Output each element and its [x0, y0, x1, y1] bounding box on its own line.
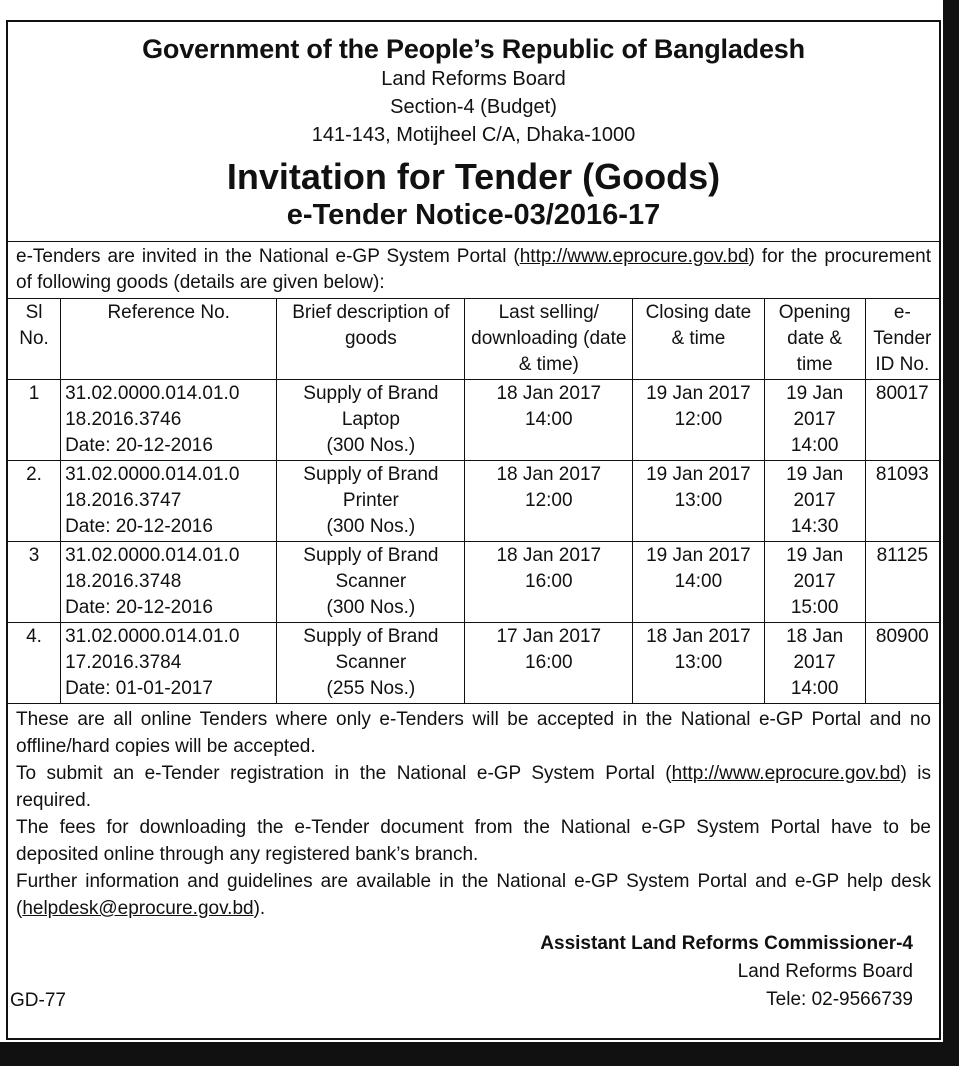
cell-sl: 3: [8, 542, 61, 623]
signature-block: [8, 930, 939, 1014]
description-quantity: (300 Nos.): [326, 597, 416, 618]
closing-time: 13:00: [674, 652, 723, 673]
cell-closing: [633, 461, 764, 542]
closing-date: 18 Jan 2017: [646, 626, 751, 647]
last-selling-time: 12:00: [525, 490, 573, 511]
opening-day: 18 Jan: [786, 626, 844, 647]
description-line: Scanner: [335, 652, 407, 673]
closing-date: 19 Jan 2017: [646, 383, 751, 404]
last-selling-date: 18 Jan 2017: [496, 383, 602, 404]
cell-reference: [61, 380, 277, 461]
reference-line: 18.2016.3748: [65, 571, 182, 592]
table-row: [8, 380, 939, 461]
cell-opening: [764, 380, 865, 461]
closing-time: 13:00: [674, 490, 723, 511]
frame-shadow-bottom: [0, 1042, 959, 1066]
reference-line: 31.02.0000.014.01.0: [65, 383, 240, 404]
note-registration-before: To submit an e-Tender registration in the National e-GP System Portal (: [16, 763, 672, 784]
frame-shadow-right: [943, 0, 959, 1048]
notice-title: Invitation for Tender (Goods): [226, 156, 721, 197]
reference-date: Date: 20-12-2016: [65, 435, 213, 456]
note-registration-after: ) is required.: [16, 763, 931, 811]
cell-tender-id: 81125: [865, 542, 939, 623]
cell-sl: 1: [8, 380, 61, 461]
notice-number: e-Tender Notice-03/2016-17: [286, 199, 661, 231]
note-online-only: These are all online Tenders where only e-Tenders will be accepted in the National e-GP Portal and no offline/hard copies will be accepted.: [16, 709, 931, 757]
cell-reference: [61, 542, 277, 623]
header-tender-id: e-Tender ID No.: [865, 299, 939, 380]
cell-description: [277, 542, 465, 623]
cell-opening: [764, 623, 865, 704]
description-quantity: (300 Nos.): [326, 516, 416, 537]
cell-opening: [764, 542, 865, 623]
opening-year: 2017: [793, 652, 836, 673]
reference-date: Date: 01-01-2017: [65, 678, 213, 699]
reference-line: 18.2016.3747: [65, 490, 182, 511]
signatory-board: Land Reforms Board: [737, 961, 913, 982]
cell-description: [277, 380, 465, 461]
header-reference: Reference No.: [61, 299, 277, 380]
intro-text-after: ) for the procurement of following goods (details are given below):: [16, 246, 931, 293]
cell-closing: [633, 623, 764, 704]
reference-line: 31.02.0000.014.01.0: [65, 626, 240, 647]
opening-time: 14:00: [790, 435, 839, 456]
reference-line: 17.2016.3784: [65, 652, 182, 673]
last-selling-time: 14:00: [525, 409, 573, 430]
tender-notice: [6, 20, 941, 1040]
portal-link[interactable]: http://www.eprocure.gov.bd: [519, 246, 749, 267]
cell-last-selling: [465, 380, 633, 461]
cell-last-selling: [465, 461, 633, 542]
cell-description: [277, 461, 465, 542]
board-name: Land Reforms Board: [381, 68, 566, 90]
opening-year: 2017: [793, 571, 836, 592]
closing-date: 19 Jan 2017: [646, 464, 751, 485]
header-sl: Sl No.: [8, 299, 61, 380]
cell-reference: [61, 461, 277, 542]
opening-time: 14:00: [790, 678, 839, 699]
note-helpdesk-after: ).: [253, 898, 266, 919]
last-selling-date: 18 Jan 2017: [496, 464, 602, 485]
table-row: [8, 461, 939, 542]
cell-sl: 4.: [8, 623, 61, 704]
cell-sl: 2.: [8, 461, 61, 542]
note-helpdesk-before: Further information and guidelines are available in the National e-GP System Portal and e-GP help desk (: [16, 871, 931, 919]
table-row: [8, 542, 939, 623]
opening-time: 15:00: [790, 597, 839, 618]
helpdesk-email-link[interactable]: helpdesk@eprocure.gov.bd: [22, 898, 254, 919]
opening-day: 19 Jan: [786, 545, 844, 566]
signatory-phone: Tele: 02-9566739: [766, 989, 913, 1010]
cell-closing: [633, 380, 764, 461]
cell-description: [277, 623, 465, 704]
note-registration: [16, 760, 931, 814]
intro-paragraph: [8, 241, 939, 298]
closing-time: 12:00: [674, 409, 723, 430]
closing-time: 14:00: [674, 571, 723, 592]
cell-tender-id: 81093: [865, 461, 939, 542]
last-selling-date: 18 Jan 2017: [496, 545, 602, 566]
opening-year: 2017: [793, 490, 836, 511]
reference-line: 18.2016.3746: [65, 409, 182, 430]
description-line: Printer: [342, 490, 399, 511]
header-closing: Closing date & time: [633, 299, 764, 380]
reference-date: Date: 20-12-2016: [65, 516, 213, 537]
signatory-title: Assistant Land Reforms Commissioner-4: [540, 933, 913, 954]
reference-line: 31.02.0000.014.01.0: [65, 464, 240, 485]
cell-last-selling: [465, 542, 633, 623]
header-last-selling: Last selling/ downloading (date & time): [465, 299, 633, 380]
terms-notes: [8, 704, 939, 924]
description-line: Supply of Brand: [303, 626, 439, 647]
cell-tender-id: 80017: [865, 380, 939, 461]
last-selling-time: 16:00: [525, 652, 573, 673]
table-header-row: [8, 299, 939, 380]
note-fees: The fees for downloading the e-Tender document from the National e-GP System Portal have to be deposited online through any registered bank’s branch.: [16, 817, 931, 865]
cell-reference: [61, 623, 277, 704]
note-helpdesk: [16, 868, 931, 922]
header-opening: Opening date & time: [764, 299, 865, 380]
description-line: Laptop: [341, 409, 400, 430]
description-quantity: (255 Nos.): [326, 678, 416, 699]
office-address: 141-143, Motijheel C/A, Dhaka-1000: [311, 124, 636, 146]
notice-header: [8, 34, 939, 233]
opening-year: 2017: [793, 409, 836, 430]
cell-opening: [764, 461, 865, 542]
advert-code: GD-77: [10, 990, 66, 1011]
opening-day: 19 Jan: [786, 464, 844, 485]
opening-time: 14:30: [790, 516, 839, 537]
description-line: Scanner: [335, 571, 407, 592]
description-quantity: (300 Nos.): [326, 435, 416, 456]
description-line: Supply of Brand: [303, 545, 439, 566]
header-description: Brief description of goods: [277, 299, 465, 380]
description-line: Supply of Brand: [303, 383, 439, 404]
last-selling-time: 16:00: [525, 571, 573, 592]
tender-table: [8, 298, 939, 704]
intro-text-before: e-Tenders are invited in the National e-GP System Portal (: [16, 246, 520, 267]
government-name: Government of the People’s Republic of Bangladesh: [142, 34, 805, 64]
cell-last-selling: [465, 623, 633, 704]
section-name: Section-4 (Budget): [390, 96, 557, 118]
portal-link[interactable]: http://www.eprocure.gov.bd: [671, 763, 901, 784]
reference-date: Date: 20-12-2016: [65, 597, 213, 618]
cell-closing: [633, 542, 764, 623]
description-line: Supply of Brand: [303, 464, 439, 485]
opening-day: 19 Jan: [786, 383, 844, 404]
cell-tender-id: 80900: [865, 623, 939, 704]
reference-line: 31.02.0000.014.01.0: [65, 545, 240, 566]
closing-date: 19 Jan 2017: [646, 545, 751, 566]
table-row: [8, 623, 939, 704]
last-selling-date: 17 Jan 2017: [496, 626, 602, 647]
